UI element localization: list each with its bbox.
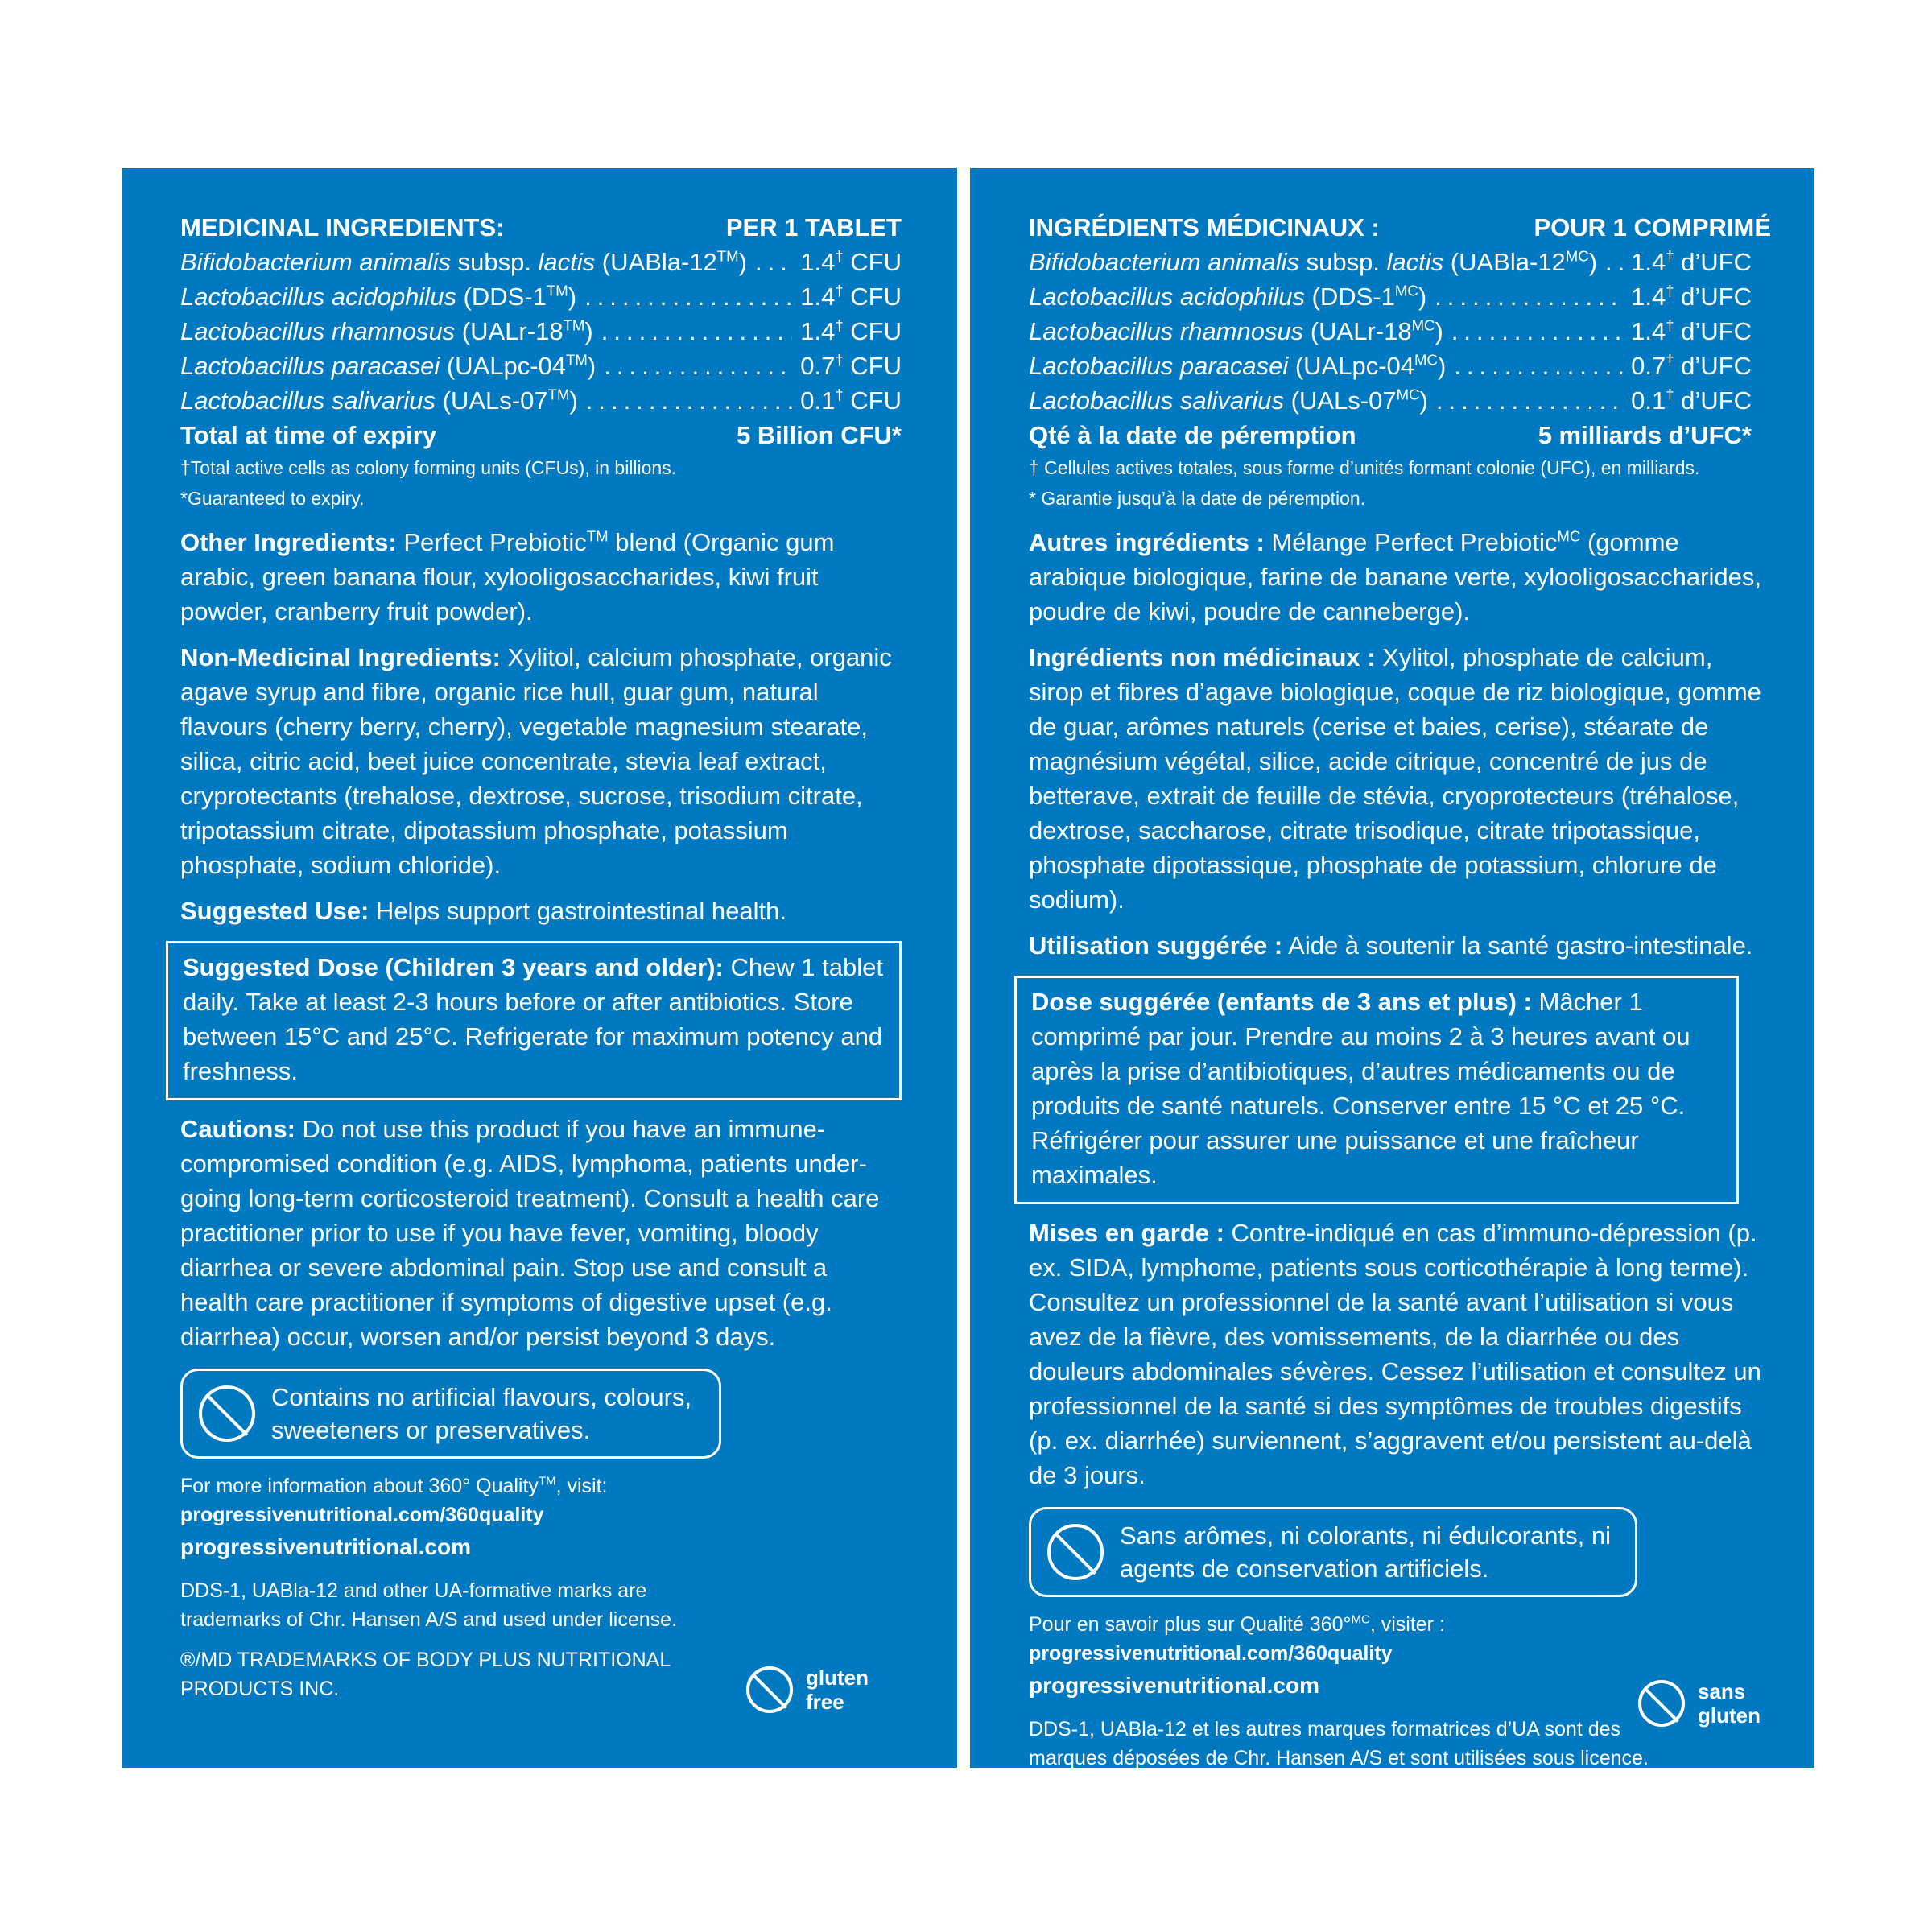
species: Bifidobacterium animalis xyxy=(1029,248,1299,276)
badge-text: Contains no artificial flavours, colours, sweeteners or preservatives. xyxy=(271,1383,692,1444)
website-url[interactable]: progressivenutritional.com xyxy=(180,1534,471,1559)
french-content xyxy=(1029,210,1771,1842)
gluten-free-badge: gluten free xyxy=(746,1666,869,1714)
total-label: Qté à la date de péremption xyxy=(1029,421,1356,449)
non-medicinal-ingredients: Non-Medicinal Ingredients: Xylitol, calcium phosphate, organic agave syrup and fibre, organic rice hull, guar gum, natural flavours (cherry berry, cherry), vegetable magnesium stearate, silica, citric acid, beet juice concentrate, stevia leaf extract, cryprotectants (trehalose, dextrose, sucrose, trisodium citrate, tripotassium citrate, dipotassium phosphate, potassium phosphate, sodium chloride). xyxy=(180,643,892,879)
amount: 1.4† d’UFC xyxy=(1631,247,1752,276)
amount: 0.1† CFU xyxy=(800,386,902,415)
ingredient-row: Lactobacillus rhamnosus (UALr-18™) ..... 1.4† CFU xyxy=(180,314,902,349)
species: Lactobacillus salivarius xyxy=(180,386,436,415)
ingredient-row: Lactobacillus acidophilus $(DDS-1^{MC})$ ..... 1.4† d’UFC xyxy=(1029,279,1771,314)
header-right: PER 1 TABLET xyxy=(725,213,902,242)
amount: 0.1† d’UFC xyxy=(1631,386,1752,415)
leader-dots xyxy=(601,314,792,349)
no-artificial-flask-icon xyxy=(199,1385,255,1442)
species: Lactobacillus paracasei xyxy=(1029,352,1289,380)
other-ingredients: Autres ingrédients : Mélange Perfect Prebiotic$^{MC}$ (gomme arabique biologique, farine de banane verte, xylooligosaccharides, poudre de kiwi, poudre de canneberge). xyxy=(1029,527,1761,625)
suggested-dose-box: Dose suggérée (enfants de 3 ans et plus) : Mâcher 1 comprimé par jour. Prendre au moins 2 à 3 heures avant ou après la prise d’antibiotiques, d’autres médicaments ou de produits de santé naturels. Conserver entre 15 °C et 25 °C. Réfrigérer pour assurer une puissance et une fraîcheur maximales. xyxy=(1014,976,1739,1204)
suggested-dose-box: Suggested Dose (Children 3 years and older): Chew 1 tablet daily. Take at least 2-3 hours before or after antibiotics. Store between 15°C and 25°C. Refrigerate for maximum potency and freshness. xyxy=(166,941,902,1100)
no-artificial-badge xyxy=(1029,1507,1637,1597)
footnote-cells: † Cellules actives totales, sous forme d’unités formant colonie (UFC), en milliards. xyxy=(1029,457,1700,478)
no-gluten-wheat-icon xyxy=(746,1666,793,1713)
registered-trademark-notice: ®/MD TRADEMARKS OF BODY PLUS NUTRITIONAL PRODUCTS INC. xyxy=(180,1649,671,1700)
no-gluten-wheat-icon xyxy=(1638,1680,1685,1727)
badge-text: Sans arômes, ni colorants, ni édulcorants, ni agents de conservation artificiels. xyxy=(1120,1521,1611,1583)
leader-dots xyxy=(1436,383,1623,418)
total-value: 5 Billion CFU* xyxy=(737,421,902,449)
ingredient-row: Lactobacillus acidophilus (DDS-1™) ..... 1.4† CFU xyxy=(180,279,902,314)
suggested-use: Utilisation suggérée : Aide à soutenir la santé gastro-intestinale. xyxy=(1029,931,1753,960)
ingredient-list xyxy=(1029,245,1771,418)
species: Lactobacillus acidophilus xyxy=(1029,283,1305,311)
other-ingredients: Other Ingredients: Perfect Prebiotic™ blend (Organic gum arabic, green banana flour, xylooligosaccharides, kiwi fruit powder, cranberry fruit powder). xyxy=(180,527,835,625)
header-left: MEDICINAL INGREDIENTS: xyxy=(180,213,505,242)
non-medicinal-ingredients: Ingrédients non médicinaux : Xylitol, phosphate de calcium, sirop et fibres d’agave biologique, coque de riz biologique, gomme de guar, arômes naturels (cerise et baies, cerise), stéarate de magnésium végétal, silice, acide citrique, concentré de jus de betterave, extrait de feuille de stévia, cryoprotecteurs (tréhalose, dextrose, saccharose, citrate trisodique, citrate tripotassique, phosphate dipotassique, phosphate de potassium, chlorure de sodium). xyxy=(1029,643,1761,914)
no-artificial-flask-icon xyxy=(1047,1524,1104,1580)
amount: 1.4† d’UFC xyxy=(1631,316,1752,345)
quality-url[interactable]: progressivenutritional.com/360quality xyxy=(180,1504,544,1526)
leader-dots xyxy=(755,245,792,279)
footnote-cells: †Total active cells as colony forming units (CFUs), in billions. xyxy=(180,457,677,478)
registered-trademark-notice: ®/MD MARQUES DÉPOSÉES DE BODY PLUS NUTRITIONAL PRODUCTS INC. xyxy=(1029,1787,1598,1839)
ingredient-row: Lactobacillus salivarius $(UALs-07^{MC})$ ..... 0.1† d’UFC xyxy=(1029,383,1771,418)
amount: 1.4† CFU xyxy=(800,247,902,276)
footnote-guarantee: *Guaranteed to expiry. xyxy=(180,488,365,509)
species: Lactobacillus paracasei xyxy=(180,352,440,380)
total-row xyxy=(180,418,902,452)
leader-dots xyxy=(1454,349,1623,383)
medicinal-ingredients-header xyxy=(180,210,902,245)
quality-info: For more information about 360° Quality™, visit: xyxy=(180,1474,608,1497)
no-artificial-badge xyxy=(180,1368,721,1459)
species: Lactobacillus acidophilus xyxy=(180,283,456,311)
ingredient-list xyxy=(180,245,902,418)
amount: 1.4† CFU xyxy=(800,282,902,311)
french-label-panel xyxy=(970,168,1814,1839)
trademark-notice: DDS-1, UABla-12 et les autres marques formatrices d’UA sont des marques déposées de Chr. Hansen A/S et sont utilisées sous licence. xyxy=(1029,1718,1649,1769)
gluten-free-badge: sans gluten xyxy=(1638,1679,1761,1728)
ingredient-row: Lactobacillus rhamnosus $(UALr-18^{MC})$ ..... 1.4† d’UFC xyxy=(1029,314,1771,349)
header-left: INGRÉDIENTS MÉDICINAUX : xyxy=(1029,213,1380,242)
footnote-guarantee: * Garantie jusqu’à la date de péremption. xyxy=(1029,488,1366,509)
ingredient-row: Bifidobacterium animalis subsp. lactis (UABla-12™) ..... 1.4† CFU xyxy=(180,245,902,279)
species: Lactobacillus rhamnosus xyxy=(180,317,456,345)
total-value: 5 milliards d’UFC* xyxy=(1538,421,1752,449)
suggested-use: Suggested Use: Helps support gastrointestinal health. xyxy=(180,897,786,925)
website-url[interactable]: progressivenutritional.com xyxy=(1029,1673,1319,1698)
english-content xyxy=(180,210,902,1703)
leader-dots xyxy=(584,279,792,314)
leader-dots xyxy=(1435,279,1623,314)
cautions: Cautions: Do not use this product if you have an immune-compromised condition (e.g. AIDS, lymphoma, patients under-going long-term corticosteroid treatment). Consult a health care practitioner prior to use if you have fever, vomiting, bloody diarrhea or severe abdominal pain. Stop use and consult a health care practitioner if symptoms of digestive upset (e.g. diarrhea) occur, worsen and/or persist beyond 3 days. xyxy=(180,1115,880,1351)
trademark-notice: DDS-1, UABla-12 and other UA-formative marks are trademarks of Chr. Hansen A/S and used under license. xyxy=(180,1579,678,1631)
amount: 0.7† CFU xyxy=(800,351,902,380)
total-row xyxy=(1029,418,1771,452)
quality-info: Pour en savoir plus sur Qualité 360°$^{MC}$, visiter : xyxy=(1029,1612,1445,1636)
total-label: Total at time of expiry xyxy=(180,421,437,449)
quality-url[interactable]: progressivenutritional.com/360quality xyxy=(1029,1642,1393,1665)
ingredient-row: Lactobacillus paracasei (UALpc-04™) ..... 0.7† CFU xyxy=(180,349,902,383)
species: Lactobacillus rhamnosus xyxy=(1029,317,1304,345)
ingredient-row: Lactobacillus salivarius (UALs-07™) ..... 0.1† CFU xyxy=(180,383,902,418)
english-label-panel xyxy=(122,168,957,1768)
cautions: Mises en garde : Contre-indiqué en cas d’immuno-dépression (p. ex. SIDA, lymphome, patients sous corticothérapie à long terme). Consultez un professionnel de la santé avant l’utilisation si vous avez de la fièvre, des vomissements, de la diarrhée ou des douleurs abdominales sévères. Cessez l’utilisation et consultez un professionnel de la santé si des symptômes de troubles digestifs (p. ex. diarrhée) surviennent, s’aggravent et/ou persistent au-delà de 3 jours. xyxy=(1029,1219,1761,1489)
amount: 1.4† d’UFC xyxy=(1631,282,1752,311)
ingredient-row: Lactobacillus paracasei $(UALpc-04^{MC})$ ..... 0.7† d’UFC xyxy=(1029,349,1771,383)
species: Bifidobacterium animalis xyxy=(180,248,451,276)
ingredient-row: Bifidobacterium animalis subsp. lactis $(UABla-12^{MC})$ ..... 1.4† d’UFC xyxy=(1029,245,1771,279)
leader-dots xyxy=(586,383,792,418)
medicinal-ingredients-header xyxy=(1029,210,1771,245)
header-right: POUR 1 COMPRIMÉ xyxy=(1534,213,1771,242)
species: Lactobacillus salivarius xyxy=(1029,386,1285,415)
amount: 0.7† d’UFC xyxy=(1631,351,1752,380)
leader-dots xyxy=(1451,314,1623,349)
leader-dots xyxy=(1605,245,1623,279)
leader-dots xyxy=(604,349,792,383)
amount: 1.4† CFU xyxy=(800,316,902,345)
